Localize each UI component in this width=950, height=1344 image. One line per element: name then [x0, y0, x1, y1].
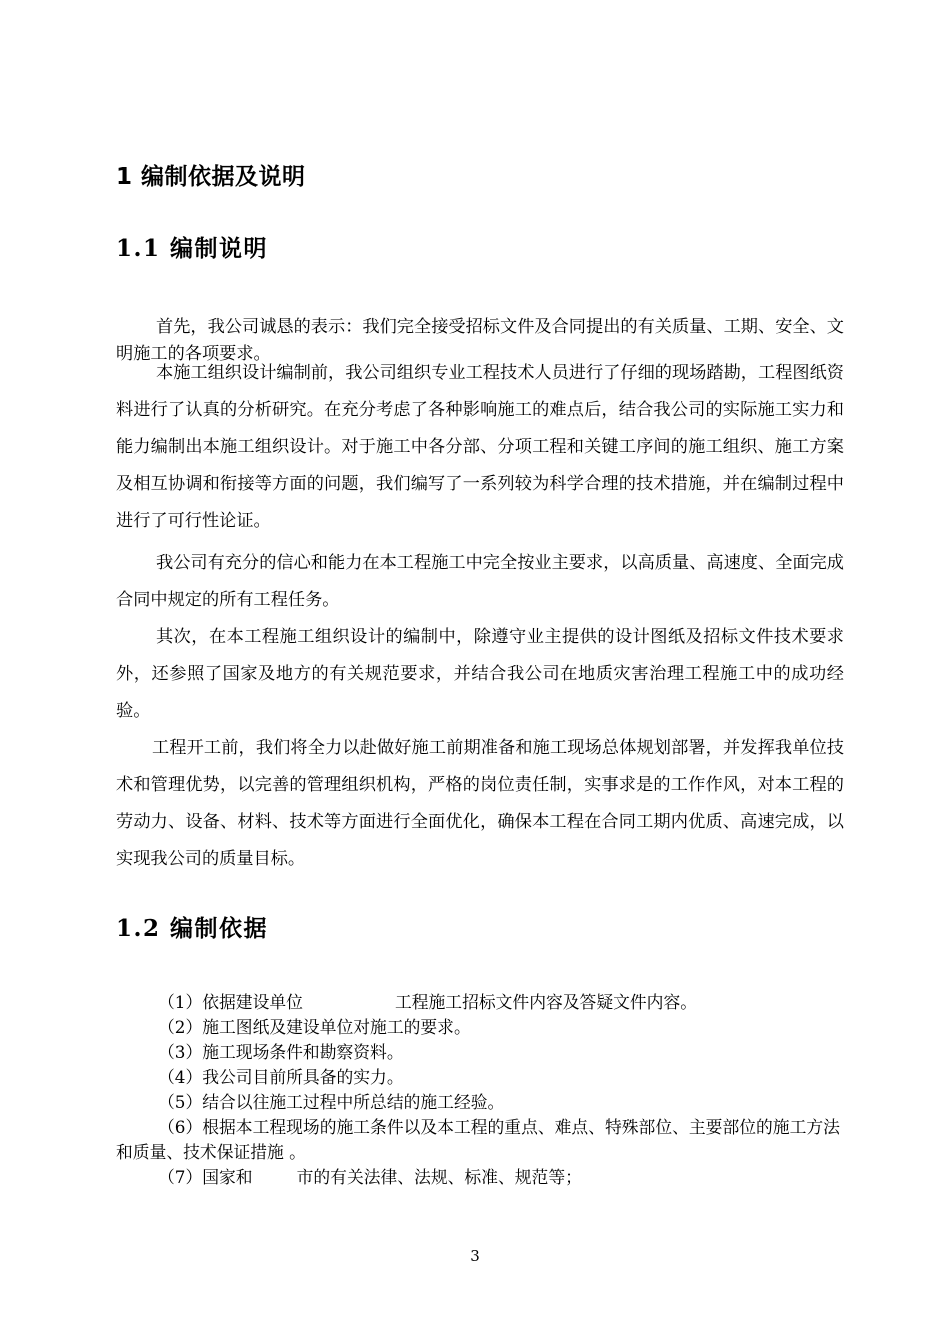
paragraph-preparation: 本施工组织设计编制前，我公司组织专业工程技术人员进行了仔细的现场踏勘，工程图纸资料进行了认真的分析研究。在充分考虑了各种影响施工的难点后，结合我公司的实际施工实力和能力编制出本施工组织设计。对于施工中各分部、分项工程和关键工序间的施工组织、施工方案及相互协调和衔接等方面的问题，我们编写了一系列较为科学合理的技术措施，并在编制过程中进行了可行性论证。: [116, 363, 844, 531]
section-heading-1-1: 1.1 编制说明: [116, 235, 269, 262]
list-item: （4）我公司目前所具备的实力。: [158, 1067, 404, 1087]
list-item: [116, 1165, 844, 1190]
list-item-text: （1）依据建设单位: [158, 992, 303, 1012]
list-item: （6）根据本工程现场的施工条件以及本工程的重点、难点、特殊部位、主要部位的施工方法和质量、技术保证措施 。: [116, 1117, 840, 1162]
list-item: [116, 990, 844, 1015]
list-item-text: 市的有关法律、法规、标准、规范等；: [296, 1167, 582, 1187]
paragraph-commencement: 工程开工前，我们将全力以赴做好施工前期准备和施工现场总体规划部署，并发挥我单位技术和管理优势，以完善的管理组织机构，严格的岗位责任制，实事求是的工作作风，对本工程的劳动力、设备、材料、技术等方面进行全面优化，确保本工程在合同工期内优质、高速完成，以实现我公司的质量目标。: [116, 738, 844, 869]
list-item: （5）结合以往施工过程中所总结的施工经验。: [158, 1092, 505, 1112]
list-item: （2）施工图纸及建设单位对施工的要求。: [158, 1017, 471, 1037]
list-item-text: （7）国家和: [158, 1167, 253, 1187]
paragraph-intro: 首先，我公司诚恳的表示：我们完全接受招标文件及合同提出的有关质量、工期、安全、文明施工的各项要求。: [116, 317, 844, 364]
paragraph-confidence: 我公司有充分的信心和能力在本工程施工中完全按业主要求，以高质量、高速度、全面完成合同中规定的所有工程任务。: [116, 553, 844, 610]
page-number: 3: [470, 1247, 480, 1265]
list-item: （3）施工现场条件和勘察资料。: [158, 1042, 404, 1062]
list-item-text: 工程施工招标文件内容及答疑文件内容。: [394, 992, 698, 1012]
section-heading-1-2: 1.2 编制依据: [116, 915, 269, 942]
chapter-heading: 1 编制依据及说明: [116, 164, 306, 190]
basis-list: [116, 990, 844, 1190]
paragraph-standards: 其次，在本工程施工组织设计的编制中，除遵守业主提供的设计图纸及招标文件技术要求外，还参照了国家及地方的有关规范要求，并结合我公司在地质灾害治理工程施工中的成功经验。: [116, 627, 844, 721]
